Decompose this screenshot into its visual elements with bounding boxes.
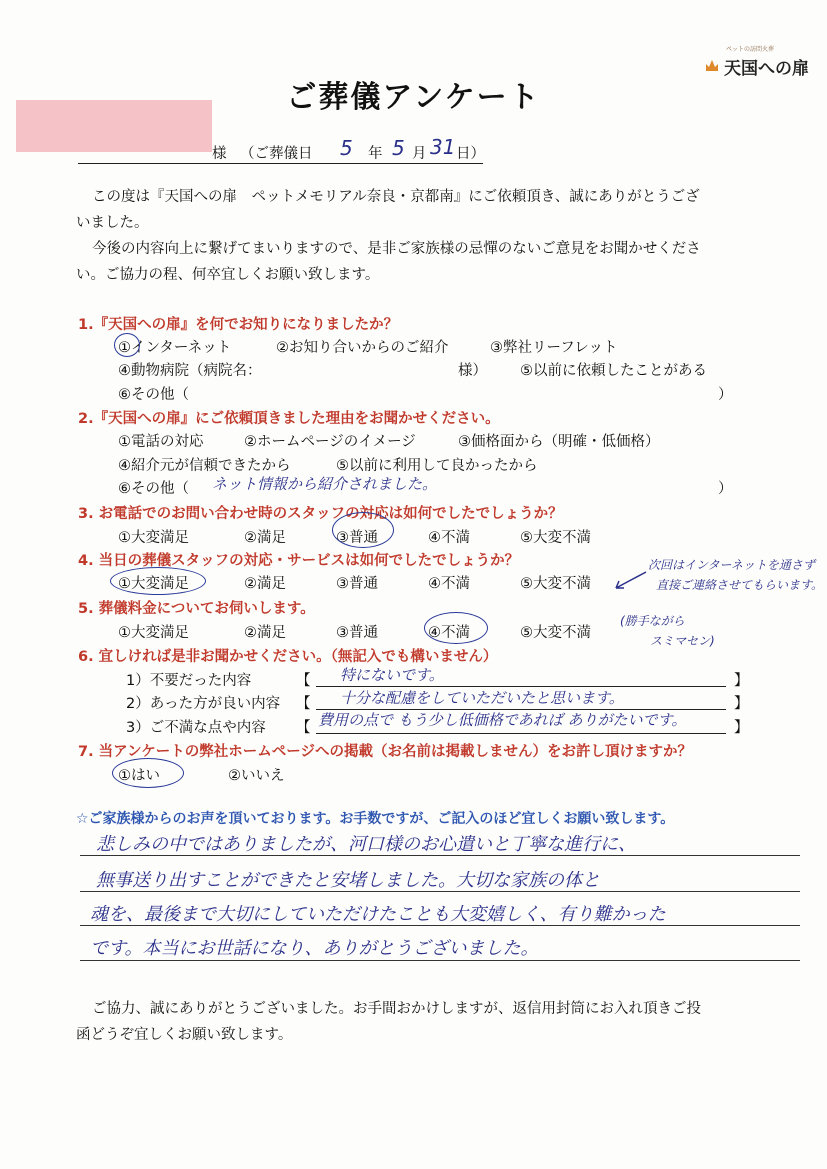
q3-option-satisfied[interactable]: ②満足 bbox=[244, 530, 286, 546]
closing-line-1: ご協力、誠にありがとうございました。お手間おかけしますが、返信用封筒にお入れ頂きご投 bbox=[92, 1001, 701, 1017]
arrow-icon bbox=[610, 568, 650, 594]
date-label: （ご葬儀日 bbox=[240, 146, 313, 162]
q4-option-very-dissatisfied[interactable]: ⑤大変不満 bbox=[520, 576, 591, 592]
q3-option-very-dissatisfied[interactable]: ⑤大変不満 bbox=[520, 530, 591, 546]
q6-row1-answer: 特にないです。 bbox=[340, 666, 444, 684]
q3-option-normal[interactable]: ③普通 bbox=[336, 530, 378, 546]
voice-line-2: 無事送り出すことができたと安堵しました。大切な家族の体と bbox=[96, 870, 600, 891]
q1-option-leaflet[interactable]: ③弊社リーフレット bbox=[490, 340, 618, 356]
voice-line-3: 魂を、最後まで大切にしていただけたことも大変嬉しく、有り難かった bbox=[90, 904, 666, 925]
intro-line-1: この度は『天国への扉 ペットメモリアル奈良・京都南』にご依頼頂き、誠にありがとうござ bbox=[92, 189, 700, 205]
q1-label: 1.『天国への扉』を何でお知りになりましたか？ bbox=[78, 317, 399, 333]
logo-tagline: ペットの訪問火葬 bbox=[726, 46, 775, 53]
q6-row3-open: 【 bbox=[296, 720, 311, 736]
q1-selection-circle bbox=[114, 333, 140, 357]
day-label: 日） bbox=[456, 146, 485, 162]
closing-line-2: 函どうぞ宜しくお願い致します。 bbox=[76, 1027, 293, 1043]
voice-rule-4 bbox=[80, 960, 800, 961]
intro-line-4: い。ご協力の程、何卒宜しくお願い致します。 bbox=[76, 267, 380, 283]
q6-row3-close: 】 bbox=[734, 720, 749, 736]
q2-option-trusted[interactable]: ④紹介元が信頼できたから bbox=[118, 458, 291, 474]
q1-option-previous[interactable]: ⑤以前に依頼したことがある bbox=[520, 363, 707, 379]
q2-other-close: ） bbox=[718, 481, 733, 497]
q4-selection-circle bbox=[110, 567, 206, 595]
q7-option-no[interactable]: ②いいえ bbox=[228, 768, 285, 784]
honorific: 様 bbox=[212, 146, 227, 162]
q6-row1-open: 【 bbox=[296, 673, 311, 689]
q2-label: 2.『天国への扉』にご依頼頂きました理由をお聞かせください。 bbox=[78, 411, 500, 427]
q5-selection-circle bbox=[424, 612, 488, 644]
q6-row1-close: 】 bbox=[734, 673, 749, 689]
intro-line-3: 今後の内容向上に繋げてまいりますので、是非ご家族様の忌憚のないご意見をお聞かせくださ bbox=[92, 241, 701, 257]
q4-label: 4. 当日の葬儀スタッフの対応・サービスは如何でしたでしょうか？ bbox=[78, 553, 520, 569]
q1-option-referral[interactable]: ②お知り合いからのご紹介 bbox=[276, 340, 449, 356]
month-value: 5 bbox=[392, 136, 405, 160]
q7-selection-circle bbox=[112, 758, 184, 788]
q4-option-very-satisfied[interactable]: ①大変満足 bbox=[118, 576, 189, 592]
q7-label: 7. 当アンケートの弊社ホームページへの掲載（お名前は掲載しません）をお許し頂けますか？ bbox=[78, 744, 692, 760]
q3-option-dissatisfied[interactable]: ④不満 bbox=[428, 530, 470, 546]
q5-option-very-satisfied[interactable]: ①大変満足 bbox=[118, 625, 189, 641]
margin-note-2-line-2: スミマセン) bbox=[650, 634, 715, 648]
logo-name: 天国への扉 bbox=[724, 59, 809, 79]
redacted-name bbox=[16, 100, 212, 152]
year-label: 年 bbox=[368, 146, 383, 162]
q6-row2-open: 【 bbox=[296, 696, 311, 712]
page-title: ご葬儀アンケート bbox=[286, 80, 541, 115]
q2-other-answer: ネット情報から紹介されました。 bbox=[212, 475, 438, 493]
intro-line-2: いました。 bbox=[76, 215, 149, 231]
q2-option-price[interactable]: ③価格面から（明確・低価格） bbox=[458, 434, 660, 450]
q2-option-homepage[interactable]: ②ホームページのイメージ bbox=[244, 434, 416, 450]
q6-row3-underline bbox=[316, 733, 726, 734]
q3-selection-circle bbox=[332, 512, 394, 548]
q5-option-normal[interactable]: ③普通 bbox=[336, 625, 378, 641]
q6-row3-answer: 費用の点で もう少し低価格であれば ありがたいです。 bbox=[318, 711, 687, 729]
q4-option-dissatisfied[interactable]: ④不満 bbox=[428, 576, 470, 592]
q1-option-vet-end: 様） bbox=[458, 363, 487, 379]
q6-row1-label: 1）不要だった内容 bbox=[126, 673, 252, 689]
q6-row2-answer: 十分な配慮をしていただいたと思います。 bbox=[340, 689, 624, 707]
flame-icon bbox=[704, 58, 720, 72]
q1-option-other[interactable]: ⑥その他（ bbox=[118, 387, 189, 403]
q6-row2-label: 2）あった方が良い内容 bbox=[126, 696, 281, 712]
q5-label: 5. 葬儀料金についてお伺いします。 bbox=[78, 601, 315, 617]
year-value: 5 bbox=[340, 136, 353, 160]
voice-heading: ☆ご家族様からのお声を頂いております。お手数ですが、ご記入のほど宜しくお願い致します。 bbox=[76, 811, 675, 827]
q7-option-yes[interactable]: ①はい bbox=[118, 768, 160, 784]
day-value: 31 bbox=[430, 135, 456, 159]
q3-option-very-satisfied[interactable]: ①大変満足 bbox=[118, 530, 189, 546]
q3-label: 3. お電話でのお問い合わせ時のスタッフの対応は如何でしたでしょうか？ bbox=[78, 506, 563, 522]
q5-option-very-dissatisfied[interactable]: ⑤大変不満 bbox=[520, 625, 591, 641]
q2-option-previous[interactable]: ⑤以前に利用して良かったから bbox=[336, 458, 538, 474]
q6-label: 6. 宜しければ是非お聞かせください。（無記入でも構いません） bbox=[78, 649, 498, 665]
q6-row3-label: 3）ご不満な点や内容 bbox=[126, 720, 266, 736]
q1-option-vet[interactable]: ④動物病院（病院名： bbox=[118, 363, 262, 379]
q1-other-close: ） bbox=[718, 387, 733, 403]
margin-note-2-line-1: (勝手ながら bbox=[620, 614, 685, 628]
q6-row2-close: 】 bbox=[734, 696, 749, 712]
voice-line-4: です。本当にお世話になり、ありがとうございました。 bbox=[90, 938, 539, 959]
q2-option-phone[interactable]: ①電話の対応 bbox=[118, 434, 204, 450]
margin-note-1-line-1: 次回はインターネットを通さず bbox=[648, 558, 815, 572]
margin-note-1-line-2: 直接ご連絡させてもらいます。 bbox=[656, 578, 824, 592]
q2-option-other[interactable]: ⑥その他（ bbox=[118, 481, 189, 497]
q4-option-satisfied[interactable]: ②満足 bbox=[244, 576, 286, 592]
q5-option-satisfied[interactable]: ②満足 bbox=[244, 625, 286, 641]
q4-option-normal[interactable]: ③普通 bbox=[336, 576, 378, 592]
q5-option-dissatisfied[interactable]: ④不満 bbox=[428, 625, 470, 641]
q1-option-internet[interactable]: ①インターネット bbox=[118, 340, 232, 356]
month-label: 月 bbox=[412, 146, 427, 162]
voice-line-1: 悲しみの中ではありましたが、河口様のお心遣いと丁寧な進行に、 bbox=[96, 834, 636, 855]
